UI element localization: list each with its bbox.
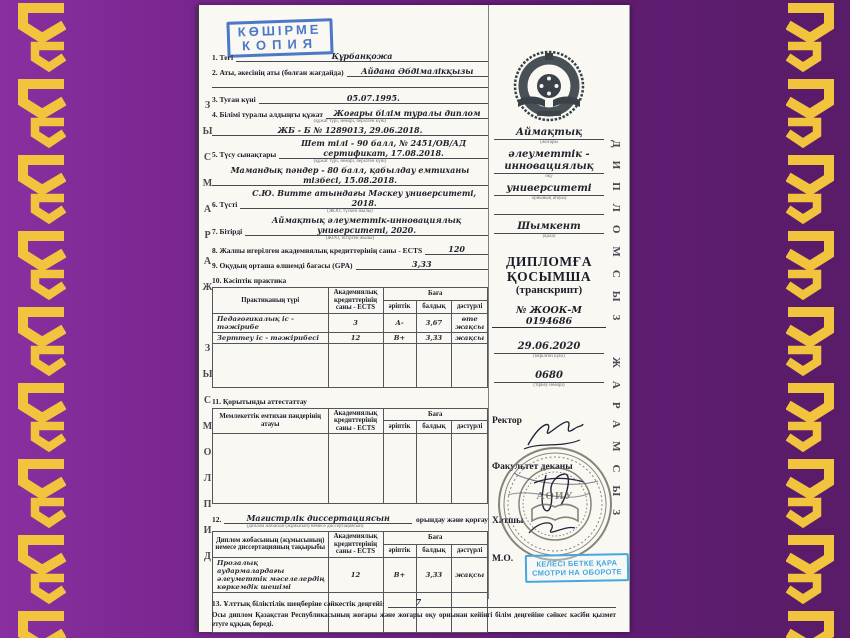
field-sublabel: (құжат түрі, нөмірі, берілген күні) (313, 119, 387, 124)
university-round-stamp (494, 443, 616, 565)
table-cell: жақсы (452, 332, 488, 343)
col-header-thesis-topic: Диплом жобасының (жұмысының) немесе диссертацияның тақырыбы (213, 532, 329, 558)
field-label: 3. Туған күні (212, 95, 256, 104)
document-title-line1: ДИПЛОМҒА (506, 254, 592, 269)
field-label: 5. Түсу сынақтары (212, 150, 277, 159)
col-header-credits: Академиялық кредиттерінің саны - ECTS (328, 532, 383, 558)
university-name-sublabel: (жоғары (540, 140, 558, 145)
document-title-line3: (транскрипт) (515, 284, 583, 296)
field-label: 12. (212, 515, 222, 524)
university-name-line2: әлеуметтік - инновациялық (494, 149, 604, 174)
field-value: Шет тілі - 90 балл, № 2451/ОВ/АД сертификат, 17.08.2018. (279, 138, 488, 159)
field-label: 9. Оқудың орташа өлшемді бағасы (GPA) (212, 261, 353, 270)
table-row (213, 557, 488, 592)
issue-date: 29.06.2020 (494, 341, 604, 354)
field-label: 8. Жалпы игерілген академиялық кредиттерінің саны - ECTS (212, 246, 423, 255)
col-header-points: балдық (416, 544, 452, 557)
next-page-stamp-line1: КЕЛЕСІ БЕТКЕ ҚАРА (536, 558, 618, 569)
table-row (213, 332, 488, 343)
document-title-line2: ҚОСЫМША (506, 269, 592, 284)
rector-label: Ректор (492, 416, 522, 426)
field-value-2: ЖБ - Б № 1289013, 29.06.2018. (212, 125, 488, 136)
col-header-credits: Академиялық кредиттерінің саны - ECTS (328, 288, 383, 314)
form-left-column (212, 49, 488, 633)
field-sublabel: (диплом жобасын (жұмысын) немесе диссертациясын) (246, 524, 364, 529)
col-header-grade: Баға (383, 288, 488, 301)
registration-number-sublabel: (тіркеу нөмірі) (533, 383, 565, 388)
col-header-letter: әріптік (383, 544, 416, 557)
table-cell: А- (383, 313, 416, 332)
col-header-traditional: дәстүрлі (452, 544, 488, 557)
watermark-word: ЗЫСМАРАЖ (202, 100, 213, 308)
field-enrolled (212, 188, 488, 214)
field-gpa (212, 257, 488, 270)
final-attestation-table (212, 408, 488, 505)
stamp-abbreviation: АӨИУ (536, 490, 574, 502)
table-row-empty (213, 434, 488, 504)
table-cell: 12 (328, 557, 383, 592)
university-name-sublabel: орнының атауы) (531, 196, 567, 201)
field-label: 1. Тегі (212, 53, 234, 62)
field-sublabel: (ЖОО, түскен жылы) (327, 209, 373, 214)
field-value: Айдана Әбдімалікқызы (347, 66, 488, 77)
university-name-sublabel: оқу (545, 174, 553, 179)
table-cell: 3,33 (416, 332, 452, 343)
university-name-line3: университеті (494, 183, 604, 196)
empty-rule-line (494, 205, 604, 215)
table-cell: В+ (383, 557, 416, 592)
watermark-word: ЗЫСМОЛПИД (202, 343, 213, 577)
field-value: Аймақтық әлеуметтік-инновациялық университеті, 2020. (245, 215, 488, 236)
practice-table (212, 287, 488, 388)
field-label: 13. Ұлттық біліктілік шеңберіне сәйкестік деңгейі: (212, 599, 385, 608)
field-value: Құрбанқожа (236, 51, 488, 62)
registration-number: 0680 (494, 370, 604, 383)
next-page-stamp-line2: СМОТРИ НА ОБОРОТЕ (532, 567, 623, 578)
table-cell: жақсы (452, 557, 488, 592)
col-header-exam-subjects: Мемлекеттік емтихан пәндерінің атауы (213, 408, 329, 434)
section11-title: 11. Қорытынды аттестаттау (212, 396, 308, 406)
column-divider (488, 5, 489, 599)
col-header-grade: Баға (383, 408, 488, 421)
field-name (212, 64, 488, 77)
field-value: 05.07.1995. (259, 93, 488, 104)
field-value: Жоғары білім туралы диплом (326, 108, 488, 119)
field-value: 120 (425, 244, 488, 255)
table-cell: өте жақсы (452, 313, 488, 332)
city-value: Шымкент (494, 221, 604, 234)
table-cell: 3 (328, 313, 383, 332)
table-cell: 3,33 (416, 557, 452, 592)
col-header-grade: Баға (383, 532, 488, 545)
state-emblem-icon (510, 47, 588, 125)
field-value: С.Ю. Витте атындағы Мәскеу университеті, 2018. (240, 188, 488, 209)
field-value: 7 (388, 597, 616, 608)
field-label: 6. Түсті (212, 200, 238, 209)
field-previous-education (212, 106, 488, 136)
field-surname (212, 49, 488, 62)
table-row (213, 313, 488, 332)
field-value: Магистрлік диссертациясын (224, 513, 412, 524)
seal-label: М.О. (492, 554, 514, 564)
field-sublabel: (ЖОО, бітірген жылы) (325, 236, 375, 241)
section12-heading (212, 512, 488, 529)
chain-border-left (8, 0, 66, 638)
col-header-credits: Академиялық кредиттерінің саны - ECTS (328, 408, 383, 434)
field-suffix: орындау және қорғау (416, 515, 488, 524)
field-sublabel: (құжат түрі, нөмірі, берілген күні) (313, 159, 387, 164)
table-cell: 12 (328, 332, 383, 343)
col-header-practice-type: Практиканың түрі (213, 288, 329, 314)
diploma-transcript-document (197, 5, 630, 632)
empty-rule-line (212, 79, 488, 88)
table-cell: В+ (383, 332, 416, 343)
table-cell: Прозалық аудармалардағы әлеуметтік мәселелердің көркемдік шешімі (213, 557, 329, 592)
chain-border-right (786, 0, 844, 638)
diploma-number: № ЖООК-М 0194686 (492, 305, 606, 328)
field-entrance-exams (212, 138, 488, 186)
field-graduated (212, 215, 488, 241)
watermark-word: ДИПЛОМСЫЗ (610, 140, 622, 334)
col-header-points: балдық (416, 300, 452, 313)
col-header-traditional: дәстүрлі (452, 421, 488, 434)
field-label: 4. Білімі туралы алдыңғы құжат (212, 110, 324, 119)
table-cell: 3,67 (416, 313, 452, 332)
watermark-word: ЖАРАМСЫЗ (610, 357, 622, 529)
field-value: 3,33 (356, 259, 488, 270)
field-label: 7. Бітірді (212, 227, 243, 236)
secretary-label: Хатшы (492, 516, 524, 526)
col-header-letter: әріптік (383, 300, 416, 313)
field-value-2: Мамандық пәндер - 80 балл, қабылдау емтиханы тізбесі, 15.08.2018. (212, 165, 488, 186)
dean-label: Факультет деканы (492, 462, 573, 472)
col-header-letter: әріптік (383, 421, 416, 434)
table-row-empty (213, 343, 488, 387)
field-birthdate (212, 91, 488, 104)
col-header-points: балдық (416, 421, 452, 434)
footer-note: Осы диплом Қазақстан Республикасының жоғары және жоғары оқу орнынан кейінгі білім деңгейіне сәйкес кәсіби қызмет етуге құқық береді. (212, 611, 616, 628)
col-header-traditional: дәстүрлі (452, 300, 488, 313)
table-cell: Зерттеу іс - тәжірибесі (213, 332, 329, 343)
next-page-stamp (525, 553, 629, 583)
copy-stamp-line2: КОПИЯ (241, 35, 319, 54)
table-cell: Педагогикалық іс - тәжірибе (213, 313, 329, 332)
section10-title: 10. Кәсіптік практика (212, 276, 287, 285)
field-total-credits (212, 242, 488, 255)
issue-date-sublabel: (берілген күні) (533, 354, 565, 359)
university-name-line1: Аймақтық (494, 127, 604, 140)
field-qualification-level (212, 597, 616, 608)
field-label: 2. Аты, әкесінің аты (болған жағдайда) (212, 68, 344, 77)
city-sublabel: (қала) (542, 234, 556, 239)
copy-stamp-line1: КӨШІРМЕ (237, 21, 322, 40)
